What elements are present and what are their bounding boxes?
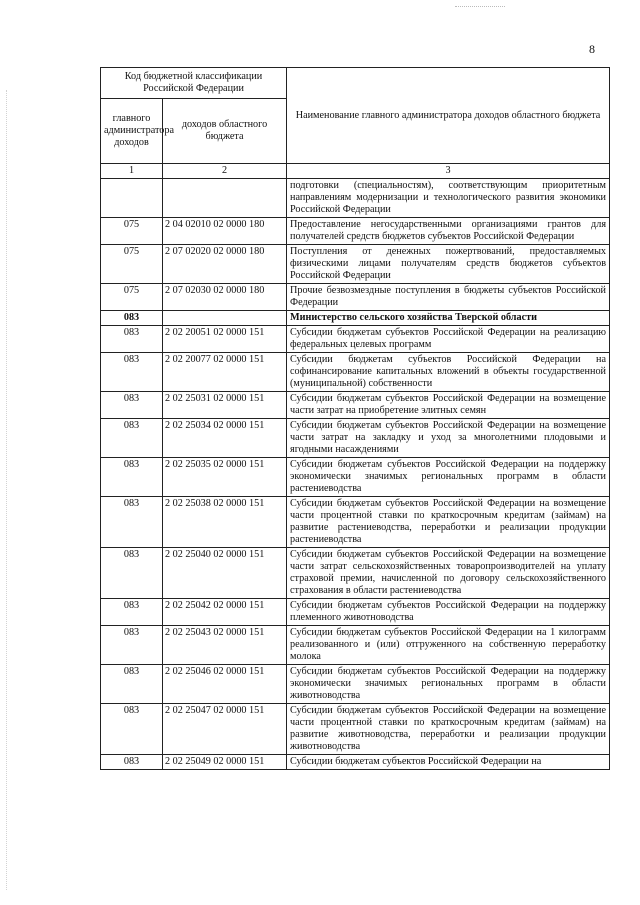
revenue-code-cell: 2 02 25031 02 0000 151 bbox=[163, 392, 287, 419]
column-number: 2 bbox=[163, 164, 287, 179]
revenue-code-cell: 2 02 25042 02 0000 151 bbox=[163, 599, 287, 626]
admin-code-cell: 083 bbox=[101, 458, 163, 497]
table-row bbox=[101, 497, 610, 548]
revenue-name-cell: Субсидии бюджетам субъектов Российской Федерации на bbox=[287, 755, 610, 770]
revenue-name-cell: Субсидии бюджетам субъектов Российской Федерации на возмещение части процентной ставки по краткосрочным кредитам (займам) на развитие растениеводства, переработки и реализации продукции растениеводства bbox=[287, 497, 610, 548]
column-number-row bbox=[101, 164, 610, 179]
table-row bbox=[101, 626, 610, 665]
revenue-name-cell: Субсидии бюджетам субъектов Российской Федерации на возмещение части затрат сельскохозяйственных товаропроизводителей на уплату страховой премии, начисленной по договору сельскохозяйственного страхования в области растениеводства bbox=[287, 548, 610, 599]
revenue-code-cell: 2 02 25043 02 0000 151 bbox=[163, 626, 287, 665]
revenue-name-cell: Субсидии бюджетам субъектов Российской Федерации на возмещение части затрат на приобретение элитных семян bbox=[287, 392, 610, 419]
revenue-name-cell: Субсидии бюджетам субъектов Российской Федерации на возмещение части затрат на закладку и уход за многолетними плодовыми и ягодными насаждениями bbox=[287, 419, 610, 458]
revenue-code-cell: 2 02 25035 02 0000 151 bbox=[163, 458, 287, 497]
name-column-header: Наименование главного администратора доходов областного бюджета bbox=[287, 68, 610, 164]
revenue-code-cell bbox=[163, 179, 287, 218]
header-row-1 bbox=[101, 68, 610, 99]
admin-code-cell: 083 bbox=[101, 755, 163, 770]
revenue-name-cell: Прочие безвозмездные поступления в бюджеты субъектов Российской Федерации bbox=[287, 284, 610, 311]
table-row bbox=[101, 311, 610, 326]
revenue-name-cell: Субсидии бюджетам субъектов Российской Федерации на возмещение части процентной ставки по краткосрочным кредитам (займам) на развитие животноводства, переработки и реализации продукции животноводства bbox=[287, 704, 610, 755]
revenue-code-cell: 2 02 25049 02 0000 151 bbox=[163, 755, 287, 770]
revenue-code-cell: 2 04 02010 02 0000 180 bbox=[163, 218, 287, 245]
admin-code-cell: 083 bbox=[101, 665, 163, 704]
admin-code-cell: 083 bbox=[101, 626, 163, 665]
admin-code-cell: 083 bbox=[101, 599, 163, 626]
page-number: 8 bbox=[589, 42, 595, 56]
revenue-name-cell: Министерство сельского хозяйства Тверской области bbox=[287, 311, 610, 326]
revenue-name-cell: Субсидии бюджетам субъектов Российской Федерации на софинансирование капитальных вложений в объекты государственной (муниципальной) собственности bbox=[287, 353, 610, 392]
revenue-code-cell: 2 02 25038 02 0000 151 bbox=[163, 497, 287, 548]
revenue-name-cell: Субсидии бюджетам субъектов Российской Федерации на поддержку племенного животноводства bbox=[287, 599, 610, 626]
table-row bbox=[101, 179, 610, 218]
table-row bbox=[101, 392, 610, 419]
admin-code-cell: 083 bbox=[101, 353, 163, 392]
table-row bbox=[101, 245, 610, 284]
table-row bbox=[101, 755, 610, 770]
revenue-column-header: доходов областного бюджета bbox=[163, 99, 287, 164]
table-row bbox=[101, 353, 610, 392]
table-row bbox=[101, 326, 610, 353]
table-row bbox=[101, 284, 610, 311]
table-body bbox=[101, 179, 610, 770]
revenue-name-cell: Субсидии бюджетам субъектов Российской Федерации на поддержку экономически значимых региональных программ в области растениеводства bbox=[287, 458, 610, 497]
scan-mark bbox=[455, 6, 505, 8]
revenue-name-cell: Субсидии бюджетам субъектов Российской Федерации на 1 килограмм реализованного и (или) отгруженного на собственную переработку молока bbox=[287, 626, 610, 665]
table-row bbox=[101, 458, 610, 497]
revenue-code-cell: 2 02 20051 02 0000 151 bbox=[163, 326, 287, 353]
revenue-code-cell: 2 02 25040 02 0000 151 bbox=[163, 548, 287, 599]
column-number: 3 bbox=[287, 164, 610, 179]
admin-code-cell: 075 bbox=[101, 218, 163, 245]
admin-code-cell: 083 bbox=[101, 311, 163, 326]
budget-table bbox=[100, 67, 610, 770]
revenue-code-cell bbox=[163, 311, 287, 326]
revenue-code-cell: 2 07 02030 02 0000 180 bbox=[163, 284, 287, 311]
revenue-code-cell: 2 07 02020 02 0000 180 bbox=[163, 245, 287, 284]
admin-code-cell bbox=[101, 179, 163, 218]
revenue-name-cell: Субсидии бюджетам субъектов Российской Федерации на реализацию федеральных целевых программ bbox=[287, 326, 610, 353]
revenue-name-cell: Поступления от денежных пожертвований, предоставляемых физическими лицами получателям средств бюджетов субъектов Российской Федерации bbox=[287, 245, 610, 284]
table-row bbox=[101, 599, 610, 626]
admin-code-cell: 083 bbox=[101, 548, 163, 599]
table-row bbox=[101, 665, 610, 704]
admin-code-cell: 083 bbox=[101, 392, 163, 419]
admin-code-cell: 083 bbox=[101, 419, 163, 458]
table-row bbox=[101, 419, 610, 458]
admin-code-cell: 075 bbox=[101, 245, 163, 284]
revenue-code-cell: 2 02 25034 02 0000 151 bbox=[163, 419, 287, 458]
scan-margin bbox=[6, 90, 13, 890]
admin-code-cell: 083 bbox=[101, 497, 163, 548]
kbk-group-header: Код бюджетной классификации Российской Федерации bbox=[101, 68, 287, 99]
column-number: 1 bbox=[101, 164, 163, 179]
table-row bbox=[101, 218, 610, 245]
revenue-code-cell: 2 02 25047 02 0000 151 bbox=[163, 704, 287, 755]
admin-code-cell: 083 bbox=[101, 704, 163, 755]
admin-column-header: главного администратора доходов bbox=[101, 99, 163, 164]
revenue-code-cell: 2 02 20077 02 0000 151 bbox=[163, 353, 287, 392]
revenue-code-cell: 2 02 25046 02 0000 151 bbox=[163, 665, 287, 704]
revenue-name-cell: Субсидии бюджетам субъектов Российской Федерации на поддержку экономически значимых региональных программ в области животноводства bbox=[287, 665, 610, 704]
revenue-name-cell: Предоставление негосударственными организациями грантов для получателей средств бюджетов субъектов Российской Федерации bbox=[287, 218, 610, 245]
admin-code-cell: 075 bbox=[101, 284, 163, 311]
table-row bbox=[101, 704, 610, 755]
admin-code-cell: 083 bbox=[101, 326, 163, 353]
table-row bbox=[101, 548, 610, 599]
revenue-name-cell: подготовки (специальностям), соответствующим приоритетным направлениям модернизации и технологического развития экономики Российской Федерации bbox=[287, 179, 610, 218]
